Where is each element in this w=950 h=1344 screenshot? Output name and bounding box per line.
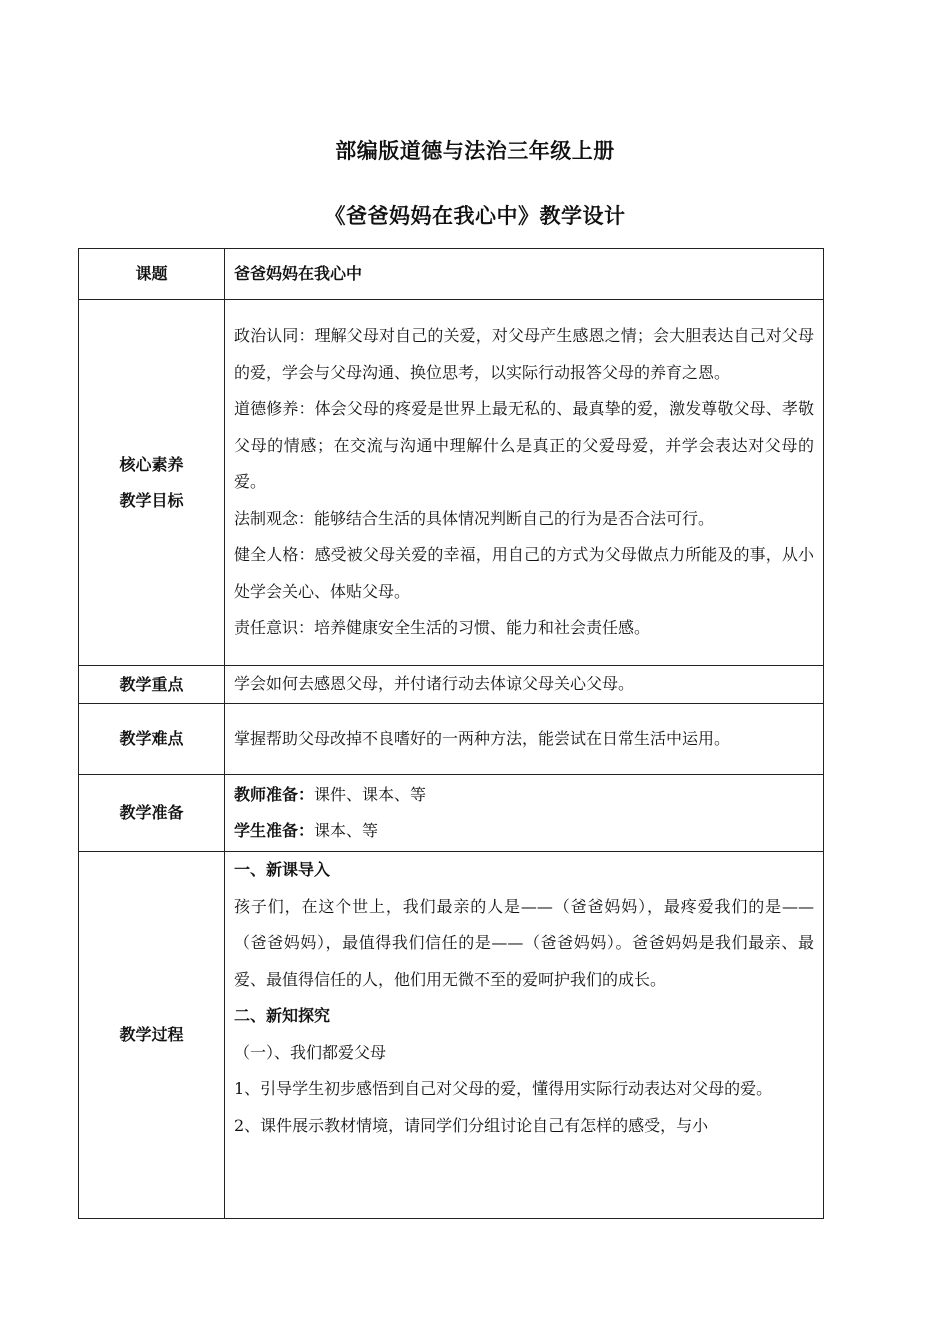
goal-item: 道德修养：体会父母的疼爱是世界上最无私的、最真挚的爱，激发尊敬父母、孝敬父母的情感；在交流与沟通中理解什么是真正的父爱母爱，并学会表达对父母的爱。 (234, 399, 814, 492)
table-row (79, 775, 824, 852)
goals-content (225, 300, 824, 666)
teacher-prep (234, 777, 814, 814)
topic-value: 爸爸妈妈在我心中 (225, 249, 824, 300)
row-label-process: 教学过程 (79, 852, 225, 1219)
process-item: 2、课件展示教材情境，请同学们分组讨论自己有怎样的感受，与小 (234, 1115, 709, 1135)
teacher-prep-value: 课件、课本、等 (314, 784, 427, 804)
row-label-difficulty: 教学难点 (79, 704, 225, 775)
table-row (79, 666, 824, 704)
intro-paragraph: 孩子们，在这个世上，我们最亲的人是——（爸爸妈妈），最疼爱我们的是——（爸爸妈妈），最值得我们信任的是——（爸爸妈妈）。爸爸妈妈是我们最亲、最爱、最值得信任的人，他们用无微不至的爱呵护我们的成长。 (234, 896, 814, 989)
table-row (79, 300, 824, 666)
document-subtitle: 《爸爸妈妈在我心中》教学设计 (324, 204, 626, 228)
goal-item: 责任意识：培养健康安全生活的习惯、能力和社会责任感。 (234, 618, 651, 638)
goal-item: 法制观念：能够结合生活的具体情况判断自己的行为是否合法可行。 (234, 508, 715, 528)
prep-content (225, 775, 824, 852)
teacher-prep-label: 教师准备： (234, 784, 315, 804)
process-item: 1、引导学生初步感悟到自己对父母的爱，懂得用实际行动表达对父母的爱。 (234, 1079, 773, 1098)
subsection-heading: （一）、我们都爱父母 (234, 1042, 387, 1062)
table-row (79, 704, 824, 775)
lesson-plan-table (78, 248, 824, 1219)
student-prep (234, 813, 814, 850)
row-label-goals (79, 300, 225, 666)
row-label-key: 教学重点 (79, 666, 225, 704)
row-label-goals-line1: 核心素养 (119, 454, 184, 474)
student-prep-label: 学生准备： (234, 821, 315, 840)
row-label-goals-line2: 教学目标 (119, 490, 184, 510)
document-title: 部编版道德与法治三年级上册 (335, 139, 615, 163)
key-value: 学会如何去感恩父母，并付诸行动去体谅父母关心父母。 (225, 666, 824, 704)
table-row (79, 249, 824, 300)
student-prep-value: 课本、等 (314, 821, 379, 840)
difficulty-value: 掌握帮助父母改掉不良嗜好的一两种方法，能尝试在日常生活中运用。 (225, 704, 824, 775)
row-label-topic: 课题 (79, 249, 225, 300)
section-heading-explore: 二、新知探究 (234, 1006, 331, 1025)
section-heading-intro: 一、新课导入 (234, 860, 331, 879)
row-label-prep: 教学准备 (79, 775, 225, 852)
process-content (225, 852, 824, 1219)
goal-item: 健全人格：感受被父母关爱的幸福，用自己的方式为父母做点力所能及的事，从小处学会关心、体贴父母。 (234, 545, 814, 601)
table-row (79, 852, 824, 1219)
goal-item: 政治认同：理解父母对自己的关爱，对父母产生感恩之情；会大胆表达自己对父母的爱，学会与父母沟通、换位思考，以实际行动报答父母的养育之恩。 (234, 326, 814, 382)
